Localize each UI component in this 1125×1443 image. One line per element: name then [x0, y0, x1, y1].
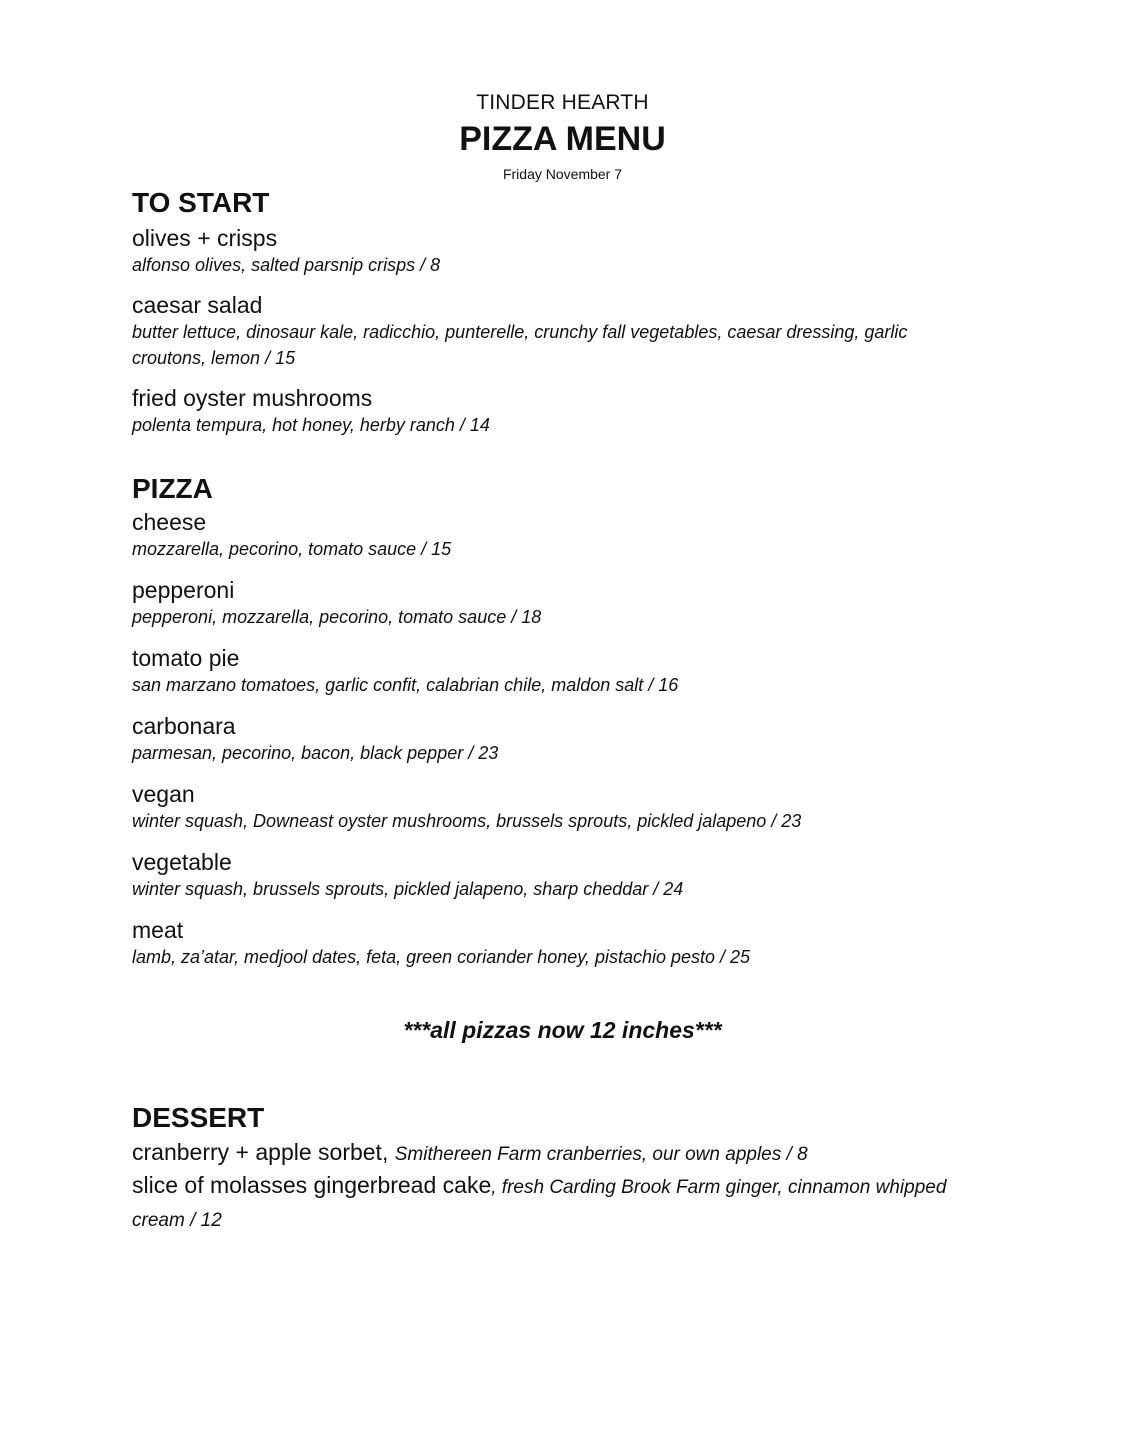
- pizza-size-note: ***all pizzas now 12 inches***: [403, 1017, 722, 1043]
- item-description: butter lettuce, dinosaur kale, radicchio, punterelle, crunchy fall vegetables, caesar dressing, garlic croutons, lemon / 15: [132, 322, 908, 368]
- item-name: fried oyster mushrooms: [132, 385, 373, 411]
- section-heading: DESSERT: [132, 1102, 265, 1133]
- item-name: vegan: [132, 781, 195, 807]
- list-item: [132, 780, 952, 834]
- list-item: [132, 712, 952, 766]
- item-description: polenta tempura, hot honey, herby ranch / 14: [132, 415, 490, 435]
- item-description: san marzano tomatoes, garlic confit, calabrian chile, maldon salt / 16: [132, 675, 679, 695]
- section-heading: TO START: [132, 187, 270, 218]
- section-pizza: [132, 472, 952, 984]
- list-item: [132, 224, 952, 278]
- item-name: pepperoni: [132, 577, 235, 603]
- list-item: [132, 1170, 952, 1236]
- list-item: [132, 576, 952, 630]
- item-description: parmesan, pecorino, bacon, black pepper / 23: [132, 743, 499, 763]
- page-title: PIZZA MENU: [459, 120, 666, 158]
- item-description: pepperoni, mozzarella, pecorino, tomato sauce / 18: [132, 607, 542, 627]
- item-description: lamb, za’atar, medjool dates, feta, green coriander honey, pistachio pesto / 25: [132, 947, 751, 967]
- item-name: cheese: [132, 509, 207, 535]
- list-item: [132, 291, 952, 371]
- item-description: , fresh Carding Brook Farm ginger, cinnamon whipped cream / 12: [132, 1177, 947, 1231]
- item-description: winter squash, brussels sprouts, pickled jalapeno, sharp cheddar / 24: [132, 879, 684, 899]
- item-name: caesar salad: [132, 292, 263, 318]
- item-description: mozzarella, pecorino, tomato sauce / 15: [132, 539, 452, 559]
- list-item: [132, 384, 952, 438]
- list-item: [132, 644, 952, 698]
- list-item: [132, 1137, 952, 1170]
- item-description: winter squash, Downeast oyster mushrooms, brussels sprouts, pickled jalapeno / 23: [132, 811, 802, 831]
- item-name: vegetable: [132, 849, 232, 875]
- section-dessert: [132, 1101, 952, 1236]
- item-name: cranberry + apple sorbet,: [132, 1139, 389, 1165]
- restaurant-name: TINDER HEARTH: [476, 91, 649, 114]
- item-description: Smithereen Farm cranberries, our own apples / 8: [394, 1144, 808, 1165]
- list-item: [132, 508, 952, 562]
- item-name: meat: [132, 917, 184, 943]
- menu-date: Friday November 7: [502, 166, 623, 182]
- item-name: slice of molasses gingerbread cake: [132, 1172, 492, 1198]
- item-name: carbonara: [132, 713, 236, 739]
- list-item: [132, 916, 952, 970]
- list-item: [132, 848, 952, 902]
- item-name: tomato pie: [132, 645, 240, 671]
- section-heading: PIZZA: [132, 473, 213, 504]
- item-name: olives + crisps: [132, 225, 278, 251]
- item-description: alfonso olives, salted parsnip crisps / 8: [132, 255, 441, 275]
- section-to-start: [132, 186, 952, 451]
